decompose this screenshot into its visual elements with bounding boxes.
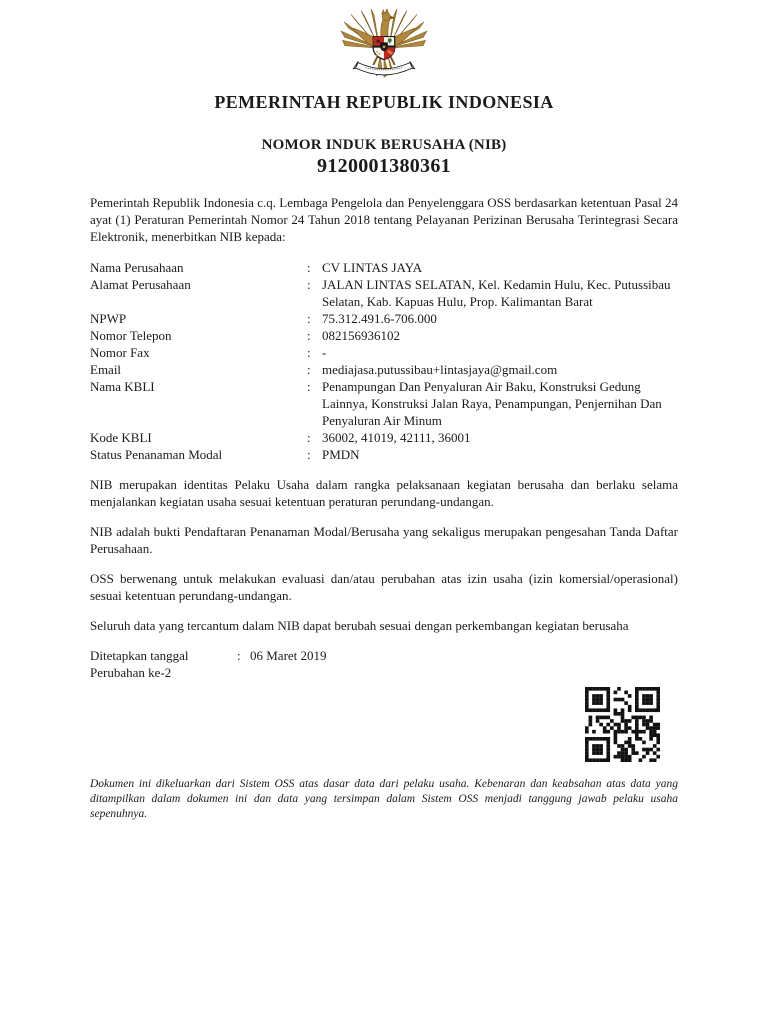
detail-separator: :	[307, 430, 311, 445]
svg-text:★: ★	[381, 44, 387, 51]
detail-value: 36002, 41019, 42111, 36001	[322, 430, 471, 445]
legal-paragraph: NIB merupakan identitas Pelaku Usaha dalam rangka pelaksanaan kegiatan berusaha dan berlaku selama menjalankan kegiatan usaha sesuai ketentuan peraturan perundang-undangan.	[90, 477, 678, 509]
detail-separator: :	[307, 328, 311, 343]
detail-separator: :	[307, 311, 311, 326]
detail-value: CV LINTAS JAYA	[322, 260, 423, 275]
detail-value: Penampungan Dan Penyaluran Air Baku, Konstruksi Gedung Lainnya, Konstruksi Jalan Raya, Penampungan, Penjernihan Dan Penyaluran Air Minum	[322, 379, 662, 428]
detail-label: Status Penanaman Modal	[90, 447, 223, 462]
intro-paragraph: Pemerintah Republik Indonesia c.q. Lembaga Pengelola dan Penyelenggara OSS berdasarkan ketentuan Pasal 24 ayat (1) Peraturan Pemerintah Nomor 24 Tahun 2018 tentang Pelayanan Perizinan Berusaha Terintegrasi Secara Elektronik, menerbitkan NIB kepada:	[90, 195, 678, 244]
detail-row	[90, 361, 678, 378]
legal-paragraph: NIB adalah bukti Pendaftaran Penanaman Modal/Berusaha yang sekaligus merupakan pengesahan Tanda Daftar Perusahaan.	[90, 524, 678, 556]
issuance-block	[90, 647, 678, 681]
detail-separator: :	[307, 345, 311, 360]
detail-value: 75.312.491.6-706.000	[322, 311, 437, 326]
detail-value: -	[322, 345, 327, 360]
detail-separator: :	[307, 277, 311, 292]
detail-label: Email	[90, 362, 122, 377]
detail-row	[90, 378, 678, 429]
detail-value	[250, 664, 678, 681]
detail-label: Perubahan ke-2	[90, 665, 172, 680]
detail-label: Nomor Fax	[90, 345, 150, 360]
page-title: PEMERINTAH REPUBLIK INDONESIA	[214, 92, 554, 112]
detail-label: Alamat Perusahaan	[90, 277, 191, 292]
qr-code-icon	[585, 687, 660, 762]
legal-paragraph: OSS berwenang untuk melakukan evaluasi dan/atau perubahan atas izin usaha (izin komersial/operasional) sesuai ketentuan perundang-undangan.	[90, 571, 678, 603]
detail-value: 06 Maret 2019	[250, 648, 327, 663]
detail-value: mediajasa.putussibau+lintasjaya@gmail.com	[322, 362, 558, 377]
detail-label: Nama Perusahaan	[90, 260, 184, 275]
detail-row	[90, 647, 678, 664]
detail-label: Nama KBLI	[90, 379, 155, 394]
detail-separator: :	[307, 362, 311, 377]
legal-paragraph: Seluruh data yang tercantum dalam NIB dapat berubah sesuai dengan perkembangan kegiatan berusaha	[90, 618, 629, 633]
detail-row	[90, 310, 678, 327]
qr-row	[90, 685, 678, 763]
detail-separator: :	[307, 447, 311, 462]
disclaimer-text: Dokumen ini dikeluarkan dari Sistem OSS atas dasar data dari pelaku usaha. Kebenaran dan keabsahan atas data yang ditampilkan dalam dokumen ini dan data yang tersimpan dalam Sistem OSS menjadi tanggung jawab pelaku usaha sepenuhnya.	[90, 778, 678, 820]
emblem	[90, 0, 678, 82]
legal-paragraphs	[90, 476, 678, 634]
detail-separator: :	[237, 648, 241, 663]
detail-value: 082156936102	[322, 328, 400, 343]
detail-label: NPWP	[90, 311, 127, 326]
detail-separator: :	[307, 379, 311, 394]
detail-separator: :	[307, 260, 311, 275]
detail-separator	[237, 664, 250, 681]
detail-row	[90, 446, 678, 463]
detail-label: Kode KBLI	[90, 430, 152, 445]
detail-row	[90, 429, 678, 446]
detail-label: Ditetapkan tanggal	[90, 648, 189, 663]
doc-heading: NOMOR INDUK BERUSAHA (NIB)	[261, 137, 507, 153]
detail-value: PMDN	[322, 447, 360, 462]
detail-row	[90, 327, 678, 344]
nib-number: 9120001380361	[317, 155, 451, 177]
detail-value: JALAN LINTAS SELATAN, Kel. Kedamin Hulu, Kec. Putussibau Selatan, Kab. Kapuas Hulu, Prop. Kalimantan Barat	[322, 277, 671, 309]
detail-row	[90, 276, 678, 310]
detail-label: Nomor Telepon	[90, 328, 172, 343]
detail-row	[90, 259, 678, 276]
detail-row	[90, 664, 678, 681]
garuda-pancasila-icon	[338, 8, 430, 82]
detail-row	[90, 344, 678, 361]
company-details-table	[90, 259, 678, 463]
